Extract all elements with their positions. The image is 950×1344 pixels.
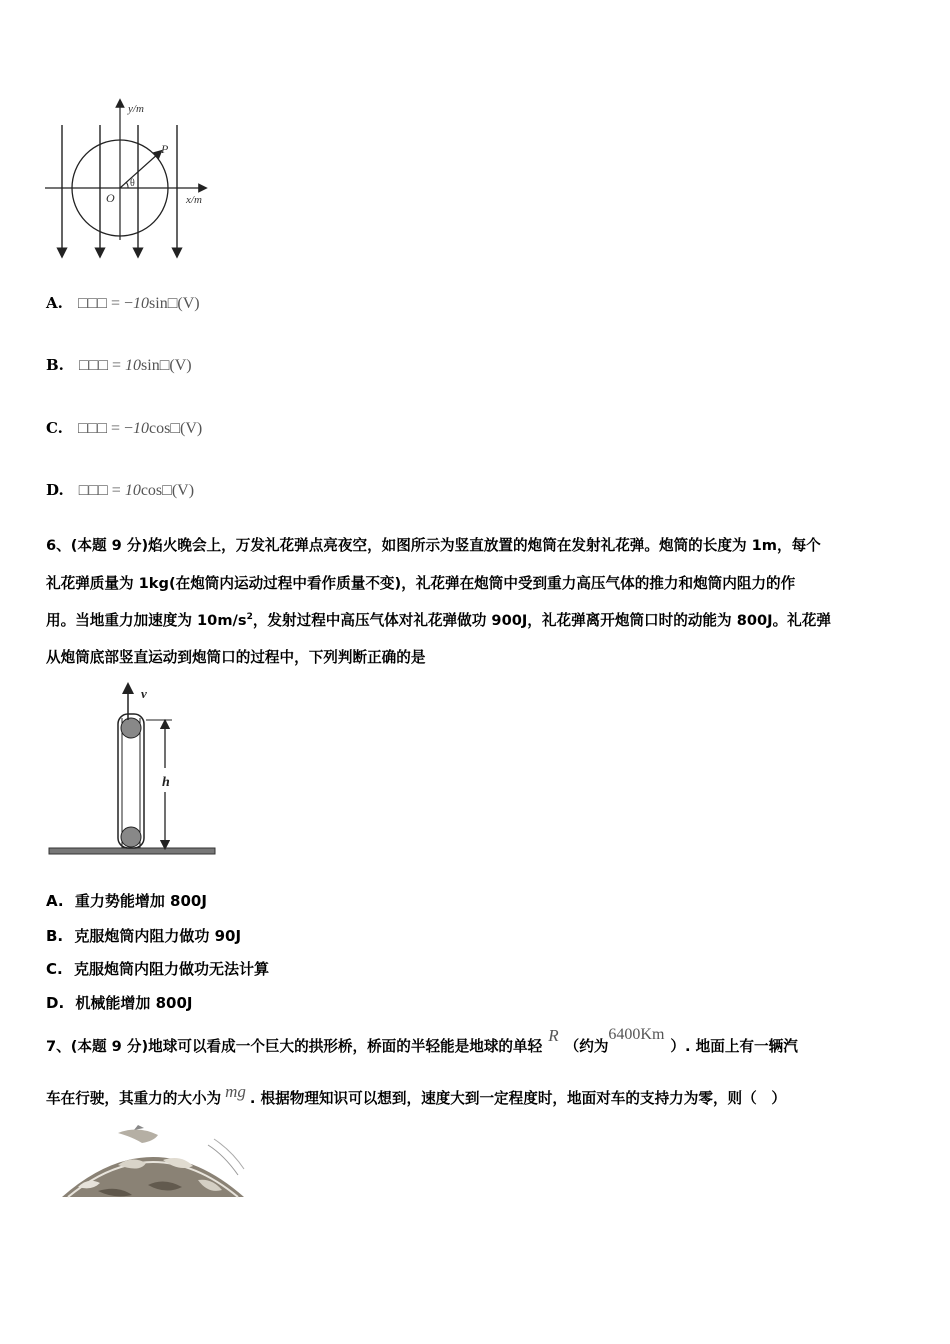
formula-fn: cos□ xyxy=(140,482,172,499)
formula-coef: 10 xyxy=(124,482,141,499)
q7-stem-line-1 xyxy=(46,1026,798,1067)
option-text: 克服炮筒内阻力做功无法计算 xyxy=(73,960,269,978)
option-text: 重力势能增加 800J xyxy=(74,892,207,910)
formula-unit: (V) xyxy=(180,420,203,437)
q5-option-c[interactable] xyxy=(46,418,202,438)
q7-stem-line-2 xyxy=(46,1082,786,1111)
formula-unit: (V) xyxy=(171,482,195,499)
formula-fn: cos□ xyxy=(149,420,181,437)
q6-stem-line-4: 从炮筒底部竖直运动到炮筒口的过程中，下列判断正确的是 xyxy=(46,649,426,666)
formula-prefix: □□□ = xyxy=(79,357,126,374)
q6-line3-part-b: ，发射过程中高压气体对礼花弹做功 900J，礼花弹离开炮筒口时的动能为 800J。礼花弹 xyxy=(252,612,831,629)
formula-unit: (V) xyxy=(169,357,192,374)
point-p-label: P xyxy=(161,142,169,156)
formula-fn: sin□ xyxy=(149,295,178,312)
q6-stem-line-1: 6、(本题 9 分)焰火晚会上，万发礼花弹点亮夜空，如图所示为竖直放置的炮筒在发射礼花弹。炮筒的长度为 1m，每个 xyxy=(46,537,821,554)
q6-option-d[interactable] xyxy=(46,992,193,1013)
option-text: 机械能增加 800J xyxy=(75,994,193,1012)
field-circle-diagram xyxy=(40,95,220,265)
option-label: C. xyxy=(46,419,63,437)
origin-label: O xyxy=(106,191,115,205)
formula-coef: 10 xyxy=(133,295,150,312)
velocity-label: v xyxy=(141,686,147,701)
formula-coef: 10 xyxy=(133,420,150,437)
q6-stem-line-2: 礼花弹质量为 1kg(在炮筒内运动过程中看作质量不变)，礼花弹在炮筒中受到重力高压气体的推力和炮筒内阻力的作 xyxy=(46,575,796,592)
option-label: B. xyxy=(46,927,64,945)
weight-symbol: mg xyxy=(225,1082,246,1101)
q5-option-a[interactable] xyxy=(46,293,200,313)
option-label: D. xyxy=(46,994,65,1012)
q7-line2-part-a: 车在行驶，其重力的大小为 xyxy=(46,1090,222,1107)
q6-line3-part-a: 用。当地重力加速度为 10m/s xyxy=(46,612,247,629)
angle-theta-label: θ xyxy=(130,178,135,189)
formula-prefix: □□□ = xyxy=(78,482,125,499)
earth-arch-image xyxy=(58,1125,248,1205)
q7-line1-part-c: ）. 地面上有一辆汽 xyxy=(670,1038,798,1055)
option-label: A. xyxy=(46,892,64,910)
q6-option-a[interactable] xyxy=(46,890,207,911)
formula-prefix: □□□ = − xyxy=(77,295,134,312)
option-label: C. xyxy=(46,960,63,978)
q6-option-b[interactable] xyxy=(46,925,241,946)
option-label: D. xyxy=(46,481,64,499)
formula-coef: 10 xyxy=(125,357,142,374)
firework-tube-diagram xyxy=(46,680,221,862)
q7-line1-part-b: （约为 xyxy=(564,1038,609,1055)
option-text: 克服炮筒内阻力做功 90J xyxy=(74,927,242,945)
formula-fn: sin□ xyxy=(141,357,170,374)
q7-line1-part-a: 7、(本题 9 分)地球可以看成一个巨大的拱形桥，桥面的半轻能是地球的单轻 xyxy=(46,1038,543,1055)
q6-option-c[interactable] xyxy=(46,958,269,979)
x-axis-label: x/m xyxy=(186,194,202,206)
q6-stem-line-3 xyxy=(46,612,831,630)
q5-option-b[interactable] xyxy=(46,355,192,375)
formula-unit: (V) xyxy=(177,295,200,312)
q7-line2-part-b: . 根据物理知识可以想到，速度大到一定程度时，地面对车的支持力为零，则（ ） xyxy=(249,1090,786,1107)
q5-option-d[interactable] xyxy=(46,480,194,500)
radius-value: 6400Km xyxy=(608,1026,665,1043)
option-label: B. xyxy=(46,356,64,374)
option-label: A. xyxy=(46,294,63,312)
radius-symbol: R xyxy=(548,1026,559,1045)
height-label: h xyxy=(162,775,170,790)
formula-prefix: □□□ = − xyxy=(78,420,134,437)
q6-line3-superscript: 2 xyxy=(246,612,253,623)
y-axis-label: y/m xyxy=(128,103,144,115)
